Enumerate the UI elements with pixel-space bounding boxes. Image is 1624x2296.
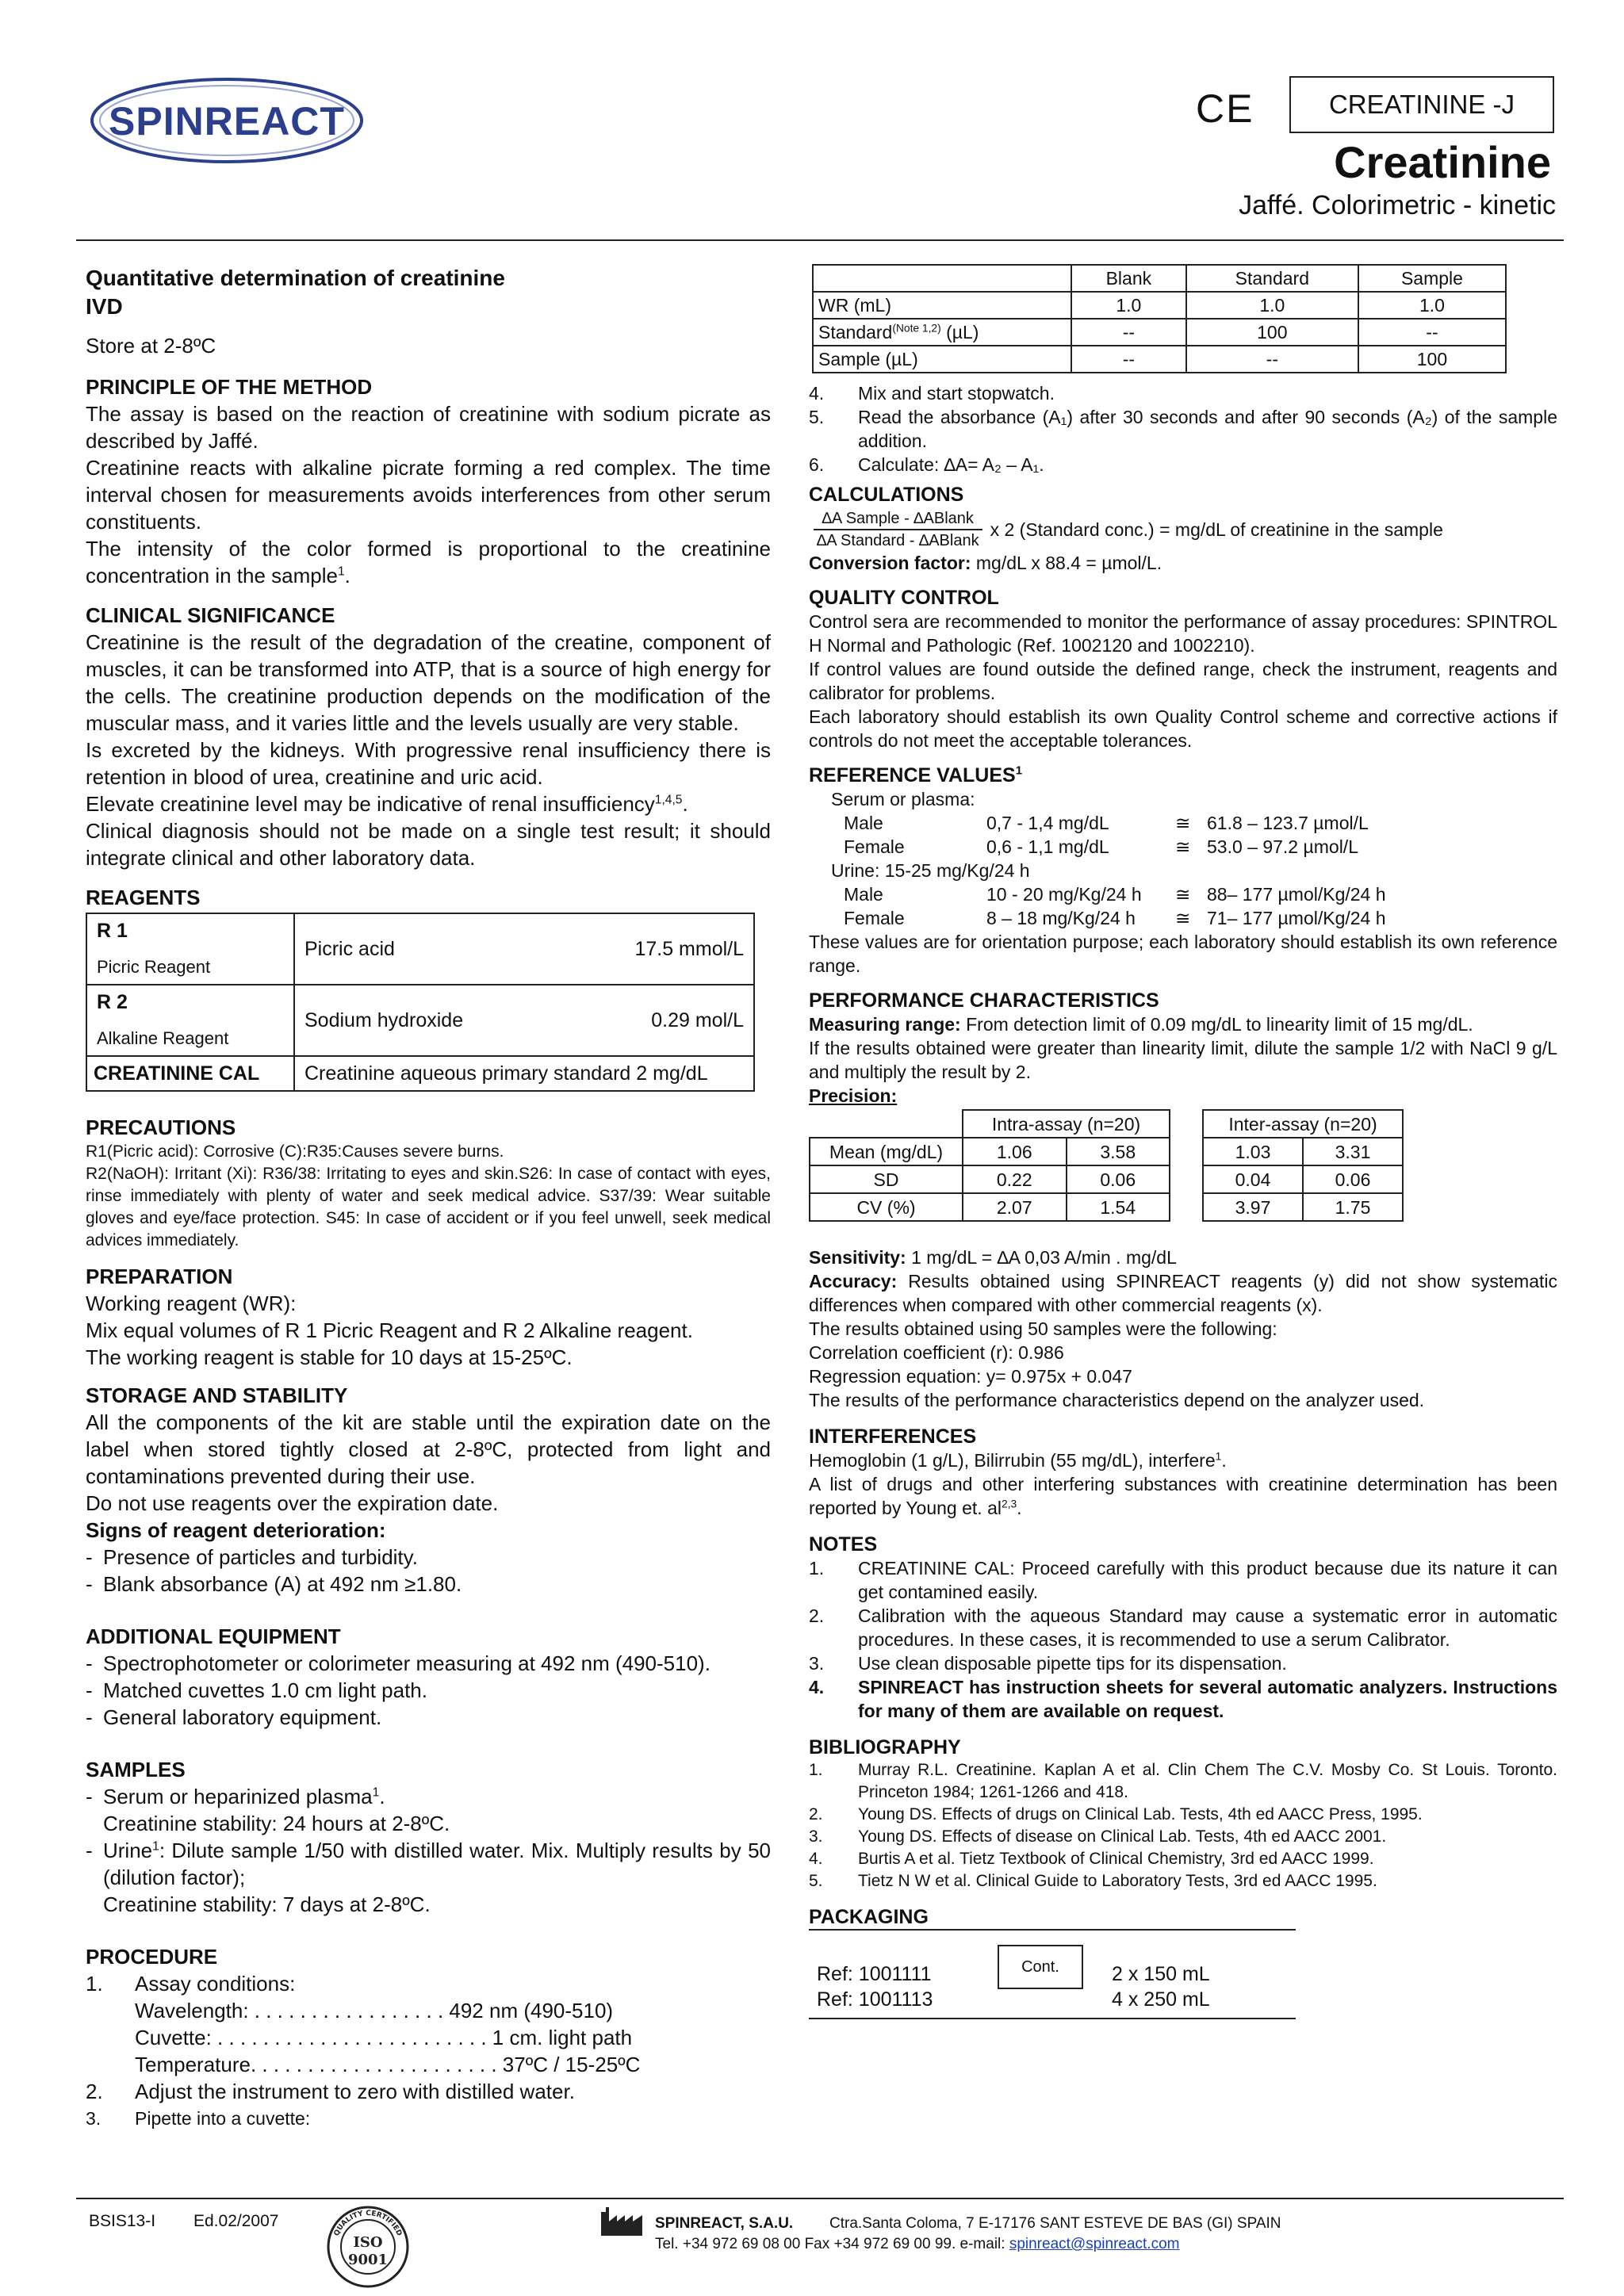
list-item: - Serum or heparinized plasma$^1$. Creatinine stability: 24 hours at 2-8ºC. [86,1785,450,1835]
accuracy: Accuracy: Results obtained using SPINREACT reagents (y) did not show systematic differences when compared with other commercial reagents (x). [809,1271,1557,1315]
table-cell: SD [810,1165,963,1193]
storage-heading: STORAGE AND STABILITY [86,1383,348,1407]
table-cell: 1.03 [1203,1138,1303,1165]
precision-tables [809,1109,1557,1222]
company-contact: Tel. +34 972 69 08 00 Fax +34 972 69 00 99. e-mail: spinreact@spinreact.com [655,2236,1180,2252]
reagent-name: Picric Reagent [97,957,211,977]
table-row [1203,1193,1403,1221]
conversion-factor: Conversion factor: mg/dL x 88.4 = µmol/L. [809,553,1162,573]
list-item: 1. Assay conditions: Wavelength: . . . . . . . . . . . . . . . . . 492 nm (490-510) Cuvette: . . . . . . . . . . . . . . . . . . . . . . . . 1 cm. light path Temperature. . . . . . . . . . . . . . . . . . . . . . 37ºC / 15-25ºC [86,1970,771,2078]
page-title: Creatinine [1334,137,1551,187]
reagent-conc-cell [561,985,754,1056]
reference-urine-label: Urine: 15-25 mg/Kg/24 h [831,860,1030,881]
packaging-ref-1: Ref: 1001111 [817,1963,932,1985]
calc-formula [809,508,1557,551]
table-cell: 2.07 [963,1193,1067,1221]
left-column [86,264,771,2132]
list-item: - Spectrophotometer or colorimeter measuring at 492 nm (490-510). [86,1651,710,1675]
wavelength: Wavelength: . . . . . . . . . . . . . . . . . 492 nm (490-510) [135,1999,614,2022]
reagent-row-cal [86,1056,754,1091]
list-item: 5. Tietz N W et al. Clinical Guide to Laboratory Tests, 3rd ed AACC 1995. [809,1872,1377,1890]
temperature: Temperature. . . . . . . . . . . . . . . . . . . . . . 37ºC / 15-25ºC [135,2053,641,2076]
clinical-p4: Clinical diagnosis should not be made on a single test result; it should integrate clinical and other laboratory data. [86,819,771,870]
table-row [810,1138,1170,1165]
calc-numerator: ∆A Sample - ∆ABlank [814,508,982,530]
table-cell: 3.97 [1203,1193,1303,1221]
table-cell: CV (%) [810,1193,963,1221]
reagent-component-cell [294,913,561,985]
packaging-qty-2: 4 x 250 mL [1112,1988,1210,2011]
reagent-conc: 17.5 mmol/L [634,938,744,960]
samples-list [86,1783,771,1918]
list-item: 2. Calibration with the aqueous Standard may cause a systematic error in automatic procedures. In these cases, it is recommended to use a serum Calibrator. [809,1605,1557,1650]
list-item: 3. Use clean disposable pipette tips for its dispensation. [809,1653,1287,1674]
notes-list [809,1556,1557,1723]
product-code-box [1289,76,1554,133]
reference-note: These values are for orientation purpose; each laboratory should establish its own reference range. [809,932,1557,976]
table-row [810,1193,1170,1221]
list-item: - Matched cuvettes 1.0 cm light path. [86,1678,427,1702]
reagent-code: R 1 [97,920,128,942]
table-cell: 1.0 [1071,292,1186,319]
regression: Regression equation: y= 0.975x + 0.047 [809,1366,1132,1387]
preparation-l1: Working reagent (WR): [86,1292,297,1315]
table-row [813,265,1506,292]
interferences-l2: A list of drugs and other interfering substances with creatinine determination has been reported by Young et. al$^{2,3}$. [809,1474,1557,1518]
table-row [1203,1138,1403,1165]
samples-heading: SAMPLES [86,1758,186,1781]
table-cell: Standard [1186,265,1358,292]
interferences-heading: INTERFERENCES [809,1425,977,1448]
table-cell: 1.0 [1186,292,1358,319]
list-item: 1. Murray R.L. Creatinine. Kaplan A et al. Clin Chem The C.V. Mosby Co. St Louis. Toronto. Princeton 1984; 1261-1266 and 418. [809,1761,1557,1801]
list-item: 5. Read the absorbance (A₁) after 30 seconds and after 90 seconds (A₂) of the sample addition. [809,407,1557,451]
list-item: 3. Young DS. Effects of disease on Clinical Lab. Tests, 4th ed AACC 2001. [809,1827,1387,1846]
factory-icon [599,2206,644,2237]
ce-mark: CE [1196,86,1254,131]
quality-p3: Each laboratory should establish its own Quality Control scheme and corrective actions if controls do not meet the acceptable tolerances. [809,706,1557,751]
table-cell: Sample (µL) [813,346,1071,373]
reference-heading: REFERENCE VALUES$^1$ [809,763,1023,786]
table-row [1203,1165,1403,1193]
reagent-code: R 2 [97,991,128,1013]
inter-header: Inter-assay (n=20) [1203,1110,1403,1138]
table-row [813,319,1506,346]
reagent-component-cell [294,985,561,1056]
list-item: - Urine$^1$: Dilute sample 1/50 with distilled water. Mix. Multiply results by 50 (dilution factor); Creatinine stability: 7 days at 2-8ºC. [86,1839,771,1916]
packaging-ref-2: Ref: 1001113 [817,1988,933,2011]
procedure-steps [809,381,1557,476]
principle-heading: PRINCIPLE OF THE METHOD [86,375,373,399]
precision-label: Precision: [809,1085,898,1106]
interferences-l1: Hemoglobin (1 g/L), Bilirrubin (55 mg/dL), interfere$^1$. [809,1450,1227,1471]
procedure-list [86,1970,771,2132]
cuvette: Cuvette: . . . . . . . . . . . . . . . . . . . . . . . . 1 cm. light path [135,2026,633,2049]
list-item: 4. Burtis A et al. Tietz Textbook of Clinical Chemistry, 3rd ed AACC 1999. [809,1850,1374,1868]
packaging-cont: Cont. [1021,1958,1059,1976]
packaging-qty-1: 2 x 150 mL [1112,1963,1210,1985]
reagent-code-cell [86,913,294,985]
table-row [813,292,1506,319]
reagent-row-r2 [86,985,754,1056]
reference-serum-rows [809,811,1557,859]
precautions-l2: R2(NaOH): Irritant (Xi): R36/38: Irritating to eyes and skin.S26: In case of contact with eyes, rinse immediately with plenty of water and seek medical advice. S37/39: Wear suitable gloves and eye/face protection. S45: In case of accident or if you feel unwell, seek medical advices immediately. [86,1165,771,1249]
svg-text:QUALITY CERTIFIED: QUALITY CERTIFIED [332,2209,404,2237]
table-cell: -- [1186,346,1358,373]
table-cell [810,1110,963,1138]
cal-desc: Creatinine aqueous primary standard 2 mg/dL [294,1056,754,1091]
doc-code: BSIS13-I [89,2212,156,2230]
table-cell: Sample [1358,265,1506,292]
brand-logo [89,76,365,165]
packaging-block [809,1929,1296,2019]
list-item: 6. Calculate: ∆A= A₂ – A₁. [809,454,1044,475]
table-row [810,1165,1170,1193]
quality-heading: QUALITY CONTROL [809,587,999,609]
pipette-table [812,264,1507,373]
sensitivity: Sensitivity: 1 mg/dL = ∆A 0,03 A/min . mg/dL [809,1247,1177,1268]
reference-serum-label: Serum or plasma: [831,789,975,809]
list-item: 2. Adjust the instrument to zero with distilled water. [86,2080,575,2103]
calc-rest: x 2 (Standard conc.) = mg/dL of creatinine in the sample [990,519,1443,540]
iso-seal [325,2204,411,2290]
preparation-l2: Mix equal volumes of R 1 Picric Reagent and R 2 Alkaline reagent. [86,1318,693,1342]
principle-p3: The intensity of the color formed is proportional to the creatinine concentration in the sample$^1$. [86,537,771,587]
header-divider [76,239,1564,241]
list-item: - General laboratory equipment. [86,1705,382,1729]
precision-intra-table [809,1109,1170,1222]
table-cell: 0.22 [963,1165,1067,1193]
iso-label: ISO [353,2234,383,2251]
intro-ivd: IVD [86,294,123,319]
principle-p1: The assay is based on the reaction of creatinine with sodium picrate as described by Jaffé. [86,402,771,453]
clinical-p3: Elevate creatinine level may be indicative of renal insufficiency$^{1,4,5}$. [86,792,688,816]
packaging-cont-box [998,1945,1083,1989]
storage-p2: Do not use reagents over the expiration date. [86,1491,499,1515]
list-item: 3. Pipette into a cuvette: [86,2108,311,2129]
table-row [1203,1110,1403,1138]
clinical-heading: CLINICAL SIGNIFICANCE [86,603,335,627]
equipment-list [86,1650,771,1731]
page-subtitle: Jaffé. Colorimetric - kinetic [1239,190,1556,220]
table-row [813,346,1506,373]
reagents-heading: REAGENTS [86,886,201,909]
product-code: CREATININE -J [1328,90,1515,119]
company-address: Ctra.Santa Coloma, 7 E-17176 SANT ESTEVE DE BAS (GI) SPAIN [829,2215,1281,2232]
reference-row: Female 8 – 18 mg/Kg/24 h ≅ 71– 177 µmol/Kg/24 h [844,908,1386,928]
list-item: 4. SPINREACT has instruction sheets for several automatic analyzers. Instructions for many of them are available on request. [809,1677,1557,1721]
samples-line: The results obtained using 50 samples were the following: [809,1318,1277,1339]
measuring-range: Measuring range: From detection limit of 0.09 mg/dL to linearity limit of 15 mg/dL. [809,1014,1473,1035]
storage-sub-heading: Signs of reagent deterioration: [86,1518,386,1542]
bibliography-heading: BIBLIOGRAPHY [809,1736,961,1758]
clinical-p1: Creatinine is the result of the degradation of the creatine, component of muscles, it can be transformed into ATP, that is a source of high energy for the cells. The creatinine production depends on the modification of the muscular mass, and it varies little and the levels usually are very stable. [86,630,771,735]
reagent-name: Alkaline Reagent [97,1028,229,1048]
table-cell: 100 [1186,319,1358,346]
notes-heading: NOTES [809,1533,878,1556]
table-cell: -- [1358,319,1506,346]
precautions-l1: R1(Picric acid): Corrosive (C):R35:Causes severe burns. [86,1142,504,1161]
calc-denominator: ∆A Standard - ∆ABlank [817,532,979,549]
bibliography-list [809,1759,1557,1892]
reagent-component: Sodium hydroxide [304,1009,464,1031]
calc-fraction [809,508,987,551]
reference-row: Female 0,6 - 1,1 mg/dL ≅ 53.0 – 97.2 µmol/L [844,836,1358,857]
table-cell: 0.06 [1067,1165,1170,1193]
packaging-heading: PACKAGING [809,1906,929,1928]
email-link[interactable]: spinreact@spinreact.com [1009,2236,1180,2252]
reagent-component: Picric acid [304,938,395,960]
quality-p1: Control sera are recommended to monitor the performance of assay procedures: SPINTROL H Normal and Pathologic (Ref. 1002120 and 1002210). [809,611,1557,656]
list-item: - Presence of particles and turbidity. [86,1545,418,1569]
dilution-note: If the results obtained were greater than linearity limit, dilute the sample 1/2 with NaCl 9 g/L and multiply the result by 2. [809,1038,1557,1082]
list-item: - Blank absorbance (A) at 492 nm ≥1.80. [86,1572,462,1596]
table-cell: Blank [1071,265,1186,292]
footer-divider [76,2198,1564,2199]
company-name: SPINREACT, S.A.U. [655,2215,794,2232]
clinical-p2: Is excreted by the kidneys. With progressive renal insufficiency there is retention in blood of urea, creatinine and uric acid. [86,738,771,789]
list-item: 2. Young DS. Effects of drugs on Clinical Lab. Tests, 4th ed AACC Press, 1995. [809,1805,1423,1823]
iso-number: 9001 [347,2252,389,2268]
table-cell: 1.54 [1067,1193,1170,1221]
reagent-conc: 0.29 mol/L [651,1009,744,1031]
table-cell: WR (mL) [813,292,1071,319]
analyzer-note: The results of the performance characteristics depend on the analyzer used. [809,1390,1425,1410]
table-cell [813,265,1071,292]
edition: Ed.02/2007 [193,2212,279,2230]
reference-row: Male 0,7 - 1,4 mg/dL ≅ 61.8 – 123.7 µmol/L [844,813,1369,833]
reference-row: Male 10 - 20 mg/Kg/24 h ≅ 88– 177 µmol/Kg/24 h [844,884,1386,905]
performance-heading: PERFORMANCE CHARACTERISTICS [809,989,1159,1012]
right-column [809,264,1557,2019]
precision-inter-table [1202,1109,1404,1222]
store-temp: Store at 2-8ºC [86,334,216,358]
table-cell: 3.58 [1067,1138,1170,1165]
list-item: 4. Mix and start stopwatch. [809,383,1055,404]
table-cell: -- [1071,319,1186,346]
reagent-row-r1 [86,913,754,985]
table-cell: 1.0 [1358,292,1506,319]
calculations-heading: CALCULATIONS [809,484,964,506]
table-cell: Standard$^{(Note 1,2)}$ (µL) [813,319,1071,346]
table-cell: -- [1071,346,1186,373]
precautions-heading: PRECAUTIONS [86,1115,236,1139]
storage-p1: All the components of the kit are stable until the expiration date on the label when stored tightly closed at 2-8ºC, protected from light and contaminations prevented during their use. [86,1410,771,1488]
cal-code: CREATININE CAL [86,1056,294,1091]
table-row [810,1110,1170,1138]
brand-logo-text: SPINREACT [109,99,345,144]
table-cell: Mean (mg/dL) [810,1138,963,1165]
deterioration-list [86,1544,771,1598]
preparation-heading: PREPARATION [86,1265,233,1288]
reagent-conc-cell [561,913,754,985]
procedure-heading: PROCEDURE [86,1945,218,1969]
table-cell: 1.06 [963,1138,1067,1165]
intro-title: Quantitative determination of creatinine [86,266,505,290]
table-cell: 3.31 [1303,1138,1403,1165]
intra-header: Intra-assay (n=20) [963,1110,1170,1138]
table-cell: 0.06 [1303,1165,1403,1193]
table-cell: 0.04 [1203,1165,1303,1193]
table-cell: 1.75 [1303,1193,1403,1221]
table-cell: 100 [1358,346,1506,373]
reagents-table [86,913,755,1092]
reference-urine-rows [809,882,1557,930]
reagent-code-cell [86,985,294,1056]
preparation-l3: The working reagent is stable for 10 days at 15-25ºC. [86,1345,573,1369]
principle-p2: Creatinine reacts with alkaline picrate forming a red complex. The time interval chosen for measurements avoids interferences from other serum constituents. [86,456,771,534]
correlation: Correlation coefficient (r): 0.986 [809,1342,1064,1363]
quality-p2: If control values are found outside the defined range, check the instrument, reagents and calibrator for problems. [809,659,1557,703]
equipment-heading: ADDITIONAL EQUIPMENT [86,1624,341,1648]
list-item: 1. CREATININE CAL: Proceed carefully with this product because due its nature it can get contamined easily. [809,1558,1557,1602]
